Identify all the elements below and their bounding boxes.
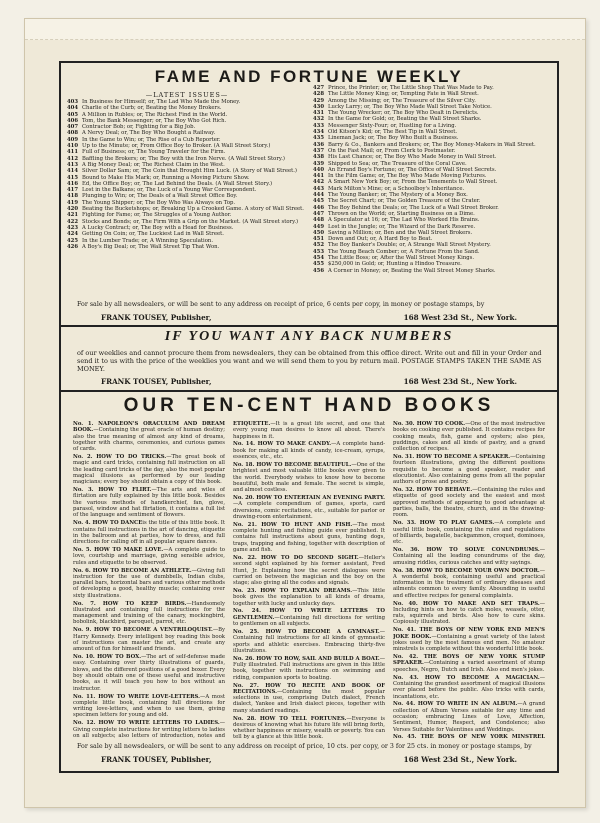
issue-number: 445 xyxy=(313,198,325,205)
issue-number: 447 xyxy=(313,210,325,217)
hand-book-description: —A most complete little book, containing full directions for writing love-letters, and when to use them, giving specimen letters for young and old. xyxy=(73,693,225,719)
hand-book-description: —Containing a varied assortment of stump speeches, Negro, Dutch and Irish. Also end men's jokes. xyxy=(393,660,545,673)
issue-title: A Boy's Big Deal; or, The Wall Street Tip That Won. xyxy=(82,243,220,250)
issue-number: 417 xyxy=(67,187,79,194)
hand-book-description: —Containing a great variety of the latest jokes used by the most famous end men. No amateur minstrels is complete without this wonderful little book. xyxy=(393,633,545,653)
hand-book-heading: No. 31. HOW TO BECOME A SPEAKER. xyxy=(393,454,511,461)
issue-number: 434 xyxy=(313,129,325,136)
hand-book-heading: No. 45. THE BOYS OF NEW YORK MINSTREL xyxy=(393,734,545,739)
issue-title: $250,000 in Gold; or, Hunting a Hindoo Treasure. xyxy=(328,261,462,268)
hand-book-heading: No. 12. HOW TO WRITE LETTERS TO LADIES. xyxy=(73,720,220,727)
issue-title: Tom, the Bank Messenger; or, The Boy Who Got Rich. xyxy=(82,117,227,124)
hand-book-heading: No. 4. HOW TO DANCE xyxy=(73,520,143,527)
books-address: 168 West 23d St., New York. xyxy=(403,755,517,764)
hand-book-entry xyxy=(233,441,385,460)
hand-book-entry xyxy=(233,421,385,440)
issue-number: 405 xyxy=(67,111,79,118)
hand-book-description: —A grand collection of Album Verses suitable for any time and occasion; embracing Lines of Love, Affection, Sentiment, Humor, Respect, and Condolence; also Verses Suitable for Valentines and Weddings. xyxy=(393,701,545,733)
issues-list-right xyxy=(313,85,553,299)
back-numbers-title: IF YOU WANT ANY BACK NUMBERS xyxy=(164,329,454,344)
hand-book-heading: No. 27. HOW TO RECITE AND BOOK OF RECITATIONS. xyxy=(233,682,385,695)
hand-book-heading: No. 5. HOW TO MAKE LOVE. xyxy=(73,547,164,554)
issues-list-left xyxy=(67,99,307,299)
issue-title: In the Lumber Trade; or, A Winning Speculation. xyxy=(82,237,214,244)
issue-title: A Corner in Money; or, Beating the Wall Street Money Sharks. xyxy=(328,267,496,274)
hand-book-description: —Fully illustrated. Full instructions are given in this little book, together with instructions on swimming and riding, companion sports to boating. xyxy=(233,655,385,681)
hand-book-heading: No. 30. HOW TO COOK. xyxy=(393,421,466,427)
issue-title: A Smart New York Boy; or, From the Tenements to Wall Street. xyxy=(328,179,498,186)
issue-number: 426 xyxy=(67,243,79,250)
hand-book-entry xyxy=(393,601,545,626)
issue-title: The Boy Banker's Double; or, A Strange Wall Street Mystery. xyxy=(328,242,491,249)
hand-book-description: —The most complete hunting and fishing guide ever published. It contains full instructions about guns, hunting dogs, traps, trapping and fishing, together with description of game and fish. xyxy=(233,521,385,554)
issue-title: On the Fast Mail; or, From Clerk to Postmaster. xyxy=(328,147,456,154)
issue-number: 427 xyxy=(313,85,325,91)
hand-book-heading: No. 22. HOW TO DO SECOND SIGHT. xyxy=(233,554,359,561)
issue-number: 433 xyxy=(313,122,325,129)
issue-number: 423 xyxy=(67,224,79,231)
issue-number: 429 xyxy=(313,97,325,104)
hand-book-heading: No. 7. HOW TO KEEP BIRDS. xyxy=(73,600,187,607)
hand-book-heading: ETIQUETTE. xyxy=(233,421,271,427)
hand-book-description: —Containing the great oracle of human destiny; also the true meaning of almost any kind of dreams, together with charms, ceremonies, and curious games of cards. xyxy=(73,427,225,453)
hand-book-heading: No. 21. HOW TO HUNT AND FISH. xyxy=(233,521,353,528)
issue-title: The Little Money King; or, Tempting Fate in Wall Street. xyxy=(328,91,479,98)
issue-number: 428 xyxy=(313,91,325,98)
issue-number: 443 xyxy=(313,185,325,192)
hand-book-description: —One of the most instructive books on cooking ever published. It contains recipes for cooking meats, fish, game and oysters; also pies, puddings, cakes and all kinds of pastry, and a grand collection of recipes. xyxy=(393,421,545,453)
hand-book-entry xyxy=(233,656,385,681)
issue-title: Beating the Bucketshops; or, Breaking Up a Crooked Game. A story of Wall Street. xyxy=(82,206,304,213)
hand-book-heading: No. 24. HOW TO WRITE LETTERS TO GENTLEMEN. xyxy=(233,608,385,621)
issue-number: 412 xyxy=(67,155,79,162)
hand-book-entry xyxy=(73,627,225,652)
hand-book-entry xyxy=(393,675,545,700)
page-top-margin xyxy=(25,19,585,40)
issue-number: 419 xyxy=(67,199,79,206)
books-publisher: FRANK TOUSEY, Publisher, xyxy=(101,755,212,764)
issue-title: Barry & Co., Bankers and Brokers; or, The Boy Money-Makers in Wall Street. xyxy=(328,141,536,148)
hand-book-entry xyxy=(393,520,545,545)
hand-book-entry xyxy=(233,683,385,714)
hand-book-entry xyxy=(73,520,225,545)
issue-number: 420 xyxy=(67,206,79,213)
issue-title: The Young Banker; or, The Mystery of a Money Box. xyxy=(328,192,468,199)
back-numbers-address: 168 West 23d St., New York. xyxy=(403,377,517,386)
issue-item xyxy=(67,244,307,250)
hand-book-heading: No. 1. NAPOLEON'S ORACULUM AND DREAM BOOK. xyxy=(73,421,225,434)
latest-issues-label: —LATEST ISSUES— xyxy=(145,91,229,99)
hand-book-description: —Handsomely illustrated and containing full instructions for the management and training of the canary, mockingbird, bobolink, blackbird, paroquet, parrot, etc. xyxy=(73,600,225,626)
hand-book-description: —The art of self-defense made easy. Containing over thirty illustrations of guards, blows, and the different positions of a good boxer. Every boy should obtain one of these useful and instructive books, as it will teach you how to box without an instructor. xyxy=(73,654,225,692)
hand-book-entry xyxy=(73,654,225,692)
hand-book-description: —A wonderful book, containing useful and practical information in the treatment of ordinary diseases and ailments common to every family. Abounding in useful and effective recipes for general complaints. xyxy=(393,567,545,599)
issue-number: 425 xyxy=(67,237,79,244)
hand-book-description: —Heller's second sight explained by his former assistant, Fred Hunt, Jr. Explaining how the secret dialogues were carried on between the magician and the boy on the stage; also giving all the codes and signals. xyxy=(233,554,385,587)
issue-title: In the Game to Win; or, The Rise of a Cub Reporter. xyxy=(82,136,221,143)
issue-number: 414 xyxy=(67,168,79,175)
issue-number: 432 xyxy=(313,116,325,123)
hand-book-entry xyxy=(393,487,545,518)
hand-book-description: —By Harry Kennedy. Every intelligent boy reading this book of instructions can master the art, and create any amount of fun for himself and friends. xyxy=(73,627,225,653)
hand-book-entry xyxy=(393,421,545,452)
hand-book-heading: No. 25. HOW TO BECOME A GYMNAST. xyxy=(233,628,380,635)
hand-book-heading: No. 20. HOW TO ENTERTAIN AN EVENING PARTY. xyxy=(233,495,385,502)
hand-book-heading: No. 33. HOW TO PLAY GAMES. xyxy=(393,520,495,527)
issue-title: Contractor Bob; or, Fighting for a Big Job. xyxy=(82,124,196,131)
issue-title: Lost in the Jungle; or, The Wizard of the Dark Reserve. xyxy=(328,223,476,230)
hand-book-entry xyxy=(73,720,225,739)
issue-number: 422 xyxy=(67,218,79,225)
hand-books-column-1 xyxy=(73,421,225,739)
hand-books-title: OUR TEN-CENT HAND BOOKS xyxy=(123,395,495,416)
issue-title: Lost in the Balkans; or, The Luck of a Young War Correspondent. xyxy=(82,187,257,194)
hand-book-description: —The arts and wiles of flirtation are fully explained by this little book. Besides the various methods of handkerchief, fan, glove, parasol, window and hat flirtation, it contains a full list of the language and sentiment of flowers. xyxy=(73,487,225,519)
issue-title: Old Kitson's Kid; or, The Best Tip in Wall Street. xyxy=(328,129,458,136)
hand-book-entry xyxy=(233,522,385,553)
issue-number: 452 xyxy=(313,242,325,249)
issue-title: Lineman Jack; or, The Boy Who Built a Business. xyxy=(328,135,459,142)
hand-book-description: —Containing the grandest assortment of magical illusions ever placed before the public. Also tricks with cards, incantations, etc. xyxy=(393,674,545,700)
issue-number: 415 xyxy=(67,174,79,181)
hand-book-heading: No. 43. HOW TO BECOME A MAGICIAN. xyxy=(393,674,540,681)
hand-book-heading: No. 42. THE BOYS OF NEW YORK STUMP SPEAKER. xyxy=(393,654,545,667)
issue-number: 440 xyxy=(313,166,325,173)
hand-book-description: —Containing full instructions for all kinds of gymnastic sports and athletic exercises. Embracing thirty-five illustrations. xyxy=(233,628,385,654)
hand-book-entry xyxy=(393,627,545,652)
hand-book-entry xyxy=(233,608,385,627)
issue-title: Mark Milton's Mine; or, a Schoolboy's Inheritance. xyxy=(328,185,465,192)
fame-and-fortune-title: FAME AND FORTUNE WEEKLY xyxy=(154,67,464,86)
issue-item xyxy=(313,268,553,274)
hand-book-description: —One of the brightest and most valuable little books ever given to the world. Everybody wishes to know how to become beautiful, both male and female. The secret is simple, and almost costless. xyxy=(233,461,385,494)
issue-title: His Last Chance; or, The Boy Who Made Money in Wall Street. xyxy=(328,154,497,161)
issue-number: 453 xyxy=(313,248,325,255)
issue-number: 403 xyxy=(67,99,79,105)
hand-book-description: —The great book of magic and card tricks, containing full instruction on all the leading card tricks of the day, also the most popular magical illusions as performed by our leading magicians; every boy should obtain a copy of this book. xyxy=(73,454,225,486)
issue-number: 410 xyxy=(67,143,79,150)
issue-title: The Young Beach Comber; or, A Fortune From the Sand. xyxy=(328,248,480,255)
hand-book-entry xyxy=(73,487,225,518)
issue-number: 455 xyxy=(313,261,325,268)
issue-number: 439 xyxy=(313,160,325,167)
issue-title: Shipped to Sea; or, The Treasure of the Coral Cave. xyxy=(328,160,467,167)
issue-number: 448 xyxy=(313,217,325,224)
hand-book-description: —Containing the rules and etiquette of good society and the easiest and most approved methods of appearing to good advantage at parties, balls, the theatre, church, and in the drawing-room. xyxy=(393,487,545,519)
hand-book-description: —This little book gives the explanation to all kinds of dreams, together with lucky and unlucky days. xyxy=(233,587,385,607)
hand-book-description: is the title of this little book. It contains full instructions in the art of dancing, etiquette in the ballroom and at parties, how to dress, and full directions for calling off in all popular square dances. xyxy=(73,520,225,546)
hand-book-entry xyxy=(233,495,385,520)
hand-book-description: —Containing the most popular selections in use, comprising Dutch dialect, French dialect, Yankee and Irish dialect pieces, together with many standard readings. xyxy=(233,688,385,714)
hand-book-description: —Everyone is desirous of knowing what his future life will bring forth, whether happiness or misery, wealth or poverty. You can tell by a glance at this little book. xyxy=(233,715,385,739)
hand-book-heading: No. 3. HOW TO FLIRT. xyxy=(73,487,152,494)
issue-title: Baffling the Brokers; or, The Boy with the Iron Nerve. (A Wall Street Story.) xyxy=(82,155,285,162)
issue-number: 406 xyxy=(67,117,79,124)
issue-title: A Speculator at 16; or, The Lad Who Worked His Brains. xyxy=(328,217,480,224)
issue-number: 437 xyxy=(313,147,325,154)
issue-title: A Million in Rubles; or, The Richest Find in the World. xyxy=(82,111,228,118)
issue-number: 454 xyxy=(313,255,325,262)
hand-book-entry xyxy=(233,588,385,607)
hand-book-entry xyxy=(393,734,545,739)
hand-book-description: —Containing fourteen illustrations, giving the different positions requisite to become a good speaker, reader and elocutionist. Also containing gems from all the popular authors of prose and poetry. xyxy=(393,454,545,486)
issue-title: Saving a Million; or, Ben and the Wall Street Brokers. xyxy=(328,229,473,236)
hand-book-heading: No. 28. HOW TO TELL FORTUNES. xyxy=(233,715,347,722)
issue-number: 404 xyxy=(67,105,79,112)
issue-number: 438 xyxy=(313,154,325,161)
hand-book-heading: No. 41. THE BOYS OF NEW YORK END MEN'S JOKE BOOK. xyxy=(393,627,545,640)
issue-title: Bound to Make His Mark; or, Running a Moving Picture Show. xyxy=(82,174,250,181)
hand-books-column-3 xyxy=(393,421,545,739)
hand-book-entry xyxy=(393,654,545,673)
issue-number: 416 xyxy=(67,180,79,187)
back-numbers-publisher: FRANK TOUSEY, Publisher, xyxy=(101,377,212,386)
issue-number: 446 xyxy=(313,204,325,211)
hand-book-entry xyxy=(233,462,385,493)
hand-book-heading: No. 14. HOW TO MAKE CANDY. xyxy=(233,441,332,448)
issue-number: 418 xyxy=(67,193,79,200)
issue-title: A Big Money Deal; or, The Richest Claim in the West. xyxy=(82,161,225,168)
issue-number: 436 xyxy=(313,141,325,148)
hand-book-description: —A complete compendium of games, sports, card diversions, comic recitations, etc., suitable for parlor or drawing-room entertainment. xyxy=(233,501,385,520)
hand-book-heading: No. 40. HOW TO MAKE AND SET TRAPS. xyxy=(393,600,540,607)
advertisement-frame xyxy=(59,61,559,773)
issue-number: 449 xyxy=(313,223,325,230)
hand-book-description: —A complete hand-book for making all kinds of candy, ice-cream, syrups, essences, etc., etc. xyxy=(233,441,385,461)
issue-title: Messenger Sixty-Four; or, Hustling for a Living. xyxy=(328,122,457,129)
hand-book-entry xyxy=(233,629,385,654)
issue-title: Down and Out; or, A Hard Boy to Beat. xyxy=(328,236,433,243)
hand-book-heading: No. 38. HOW TO BECOME YOUR OWN DOCTOR. xyxy=(393,567,540,574)
hand-book-entry xyxy=(73,601,225,626)
issue-number: 421 xyxy=(67,212,79,219)
issue-number: 451 xyxy=(313,236,325,243)
issue-title: An Errand Boy's Fortune; or, The Office of Wall Street Secrets. xyxy=(328,166,497,173)
hand-book-entry xyxy=(393,568,545,599)
issue-title: The Young Wrecker; or, The Boy Who Dealt in Derelicts. xyxy=(328,110,479,117)
hand-book-heading: No. 26. HOW TO ROW, SAIL AND BUILD A BOAT. xyxy=(233,655,380,662)
hand-book-description: —Containing all the leading conundrums of the day, amusing riddles, curious catches and witty sayings. xyxy=(393,547,545,566)
section-divider-1 xyxy=(61,325,557,327)
hand-book-entry xyxy=(393,454,545,485)
issue-title: Stocks and Bonds; or, The Firm With a Grip on the Market. (A Wall Street story.) xyxy=(82,218,299,225)
hand-book-entry xyxy=(73,454,225,485)
magazine-back-page xyxy=(24,18,586,808)
hand-book-description: —Including hints on how to catch moles, weasels, otter, rats, squirrels and birds. Also how to cure skins. Copiously illustrated. xyxy=(393,600,545,626)
hand-book-entry xyxy=(73,421,225,452)
issue-number: 409 xyxy=(67,136,79,143)
fame-sale-note: For sale by all newsdealers, or will be sent to any address on receipt of price, 6 cents per copy, in money or postage stamps, by xyxy=(77,301,485,308)
books-sale-note: For sale by all newsdealers, or will be sent to any address on receipt of price, 10 cts. per copy, or 3 for 25 cts. in money or postage stamps, by xyxy=(77,743,532,750)
hand-book-heading: No. 2. HOW TO DO TRICKS. xyxy=(73,454,167,461)
issue-number: 424 xyxy=(67,231,79,238)
hand-book-heading: No. 10. HOW TO BOX. xyxy=(73,654,142,661)
issue-title: In Business for Himself; or, The Lad Who Made the Money. xyxy=(82,99,241,105)
issue-title: Getting On Coin; or, The Luckiest Lad in Wall Street. xyxy=(82,231,224,238)
hand-book-entry xyxy=(393,547,545,566)
issue-number: 444 xyxy=(313,192,325,199)
hand-book-description: —Giving full instruction for the use of dumbbells, Indian clubs, parallel bars, horizontal bars and various other methods of developing a good, healthy muscle; containing over sixty illustrations. xyxy=(73,567,225,599)
issue-number: 413 xyxy=(67,161,79,168)
issue-number: 431 xyxy=(313,110,325,117)
hand-book-heading: No. 44. HOW TO WRITE IN AN ALBUM. xyxy=(393,701,518,708)
issue-title: A Lucky Contract; or, The Boy with a Head for Business. xyxy=(82,224,234,231)
issue-title: Ed, the Office Boy; or, The Lad Behind the Deals. (A Wall Street Story.) xyxy=(82,180,273,187)
issue-number: 408 xyxy=(67,130,79,137)
hand-book-description: —A complete and useful little book, containing the rules and regulations of billiards, bagatelle, backgammon, croquet, dominoes, etc. xyxy=(393,520,545,546)
hand-book-entry xyxy=(233,716,385,739)
hand-book-heading: No. 32. HOW TO BEHAVE. xyxy=(393,487,473,494)
issue-title: Plunging to Win; or, The Deals of a Wall Street Office Boy. xyxy=(82,193,238,200)
back-numbers-text: of our weeklies and cannot procure them from newsdealers, they can be obtained from this office direct. Write out and fill in your Order and send it to us with the price of the weeklies you want and we will send them to you by return mail. POSTAGE STAMPS TAKEN THE SAME AS MONEY. xyxy=(77,349,542,373)
issue-title: The Boy Behind the Deals; or, The Luck of a Wall Street Broker. xyxy=(328,204,499,211)
hand-book-entry xyxy=(73,547,225,566)
section-divider-2 xyxy=(61,390,557,392)
issue-title: Fighting for Fame; or, The Struggles of a Young Author. xyxy=(82,212,232,219)
hand-book-description: —A complete guide to love, courtship and marriage, giving sensible advice, rules and etiquette to be observed. xyxy=(73,547,225,566)
issue-number: 407 xyxy=(67,124,79,131)
issue-title: The Secret Chart; or, The Golden Treasure of the Crater. xyxy=(328,198,481,205)
hand-book-entry xyxy=(233,555,385,586)
issue-number: 435 xyxy=(313,135,325,142)
issue-number: 450 xyxy=(313,229,325,236)
hand-book-description: —Giving complete instructions for writing letters to ladies on all subjects; also letters of introduction, notes and xyxy=(73,720,225,739)
hand-books-column-2 xyxy=(233,421,385,739)
issue-title: Prince, the Printer; or, The Little Shop That Was Made to Pay. xyxy=(328,85,494,91)
hand-book-heading: No. 23. HOW TO EXPLAIN DREAMS. xyxy=(233,587,353,594)
hand-book-description: —It is a great life secret, and one that every young man desires to know all about. There's happiness in it. xyxy=(233,421,385,440)
issue-title: Full of Business; or, The Young Traveler for the Firm. xyxy=(82,149,226,156)
issue-title: Up to the Minute; or, From Office Boy to Broker. (A Wall Street Story.) xyxy=(82,143,271,150)
issue-number: 442 xyxy=(313,179,325,186)
issue-title: The Young Shipper; or, The Boy Who Was Always on Top. xyxy=(82,199,236,206)
hand-book-heading: No. 11. HOW TO WRITE LOVE-LETTERS. xyxy=(73,693,201,700)
issue-title: Lucky Larry; or, The Boy Who Made Wall Street Take Notice. xyxy=(328,103,492,110)
issue-number: 411 xyxy=(67,149,79,156)
issue-title: Thrown on the World; or, Starting Business on a Dime. xyxy=(328,210,475,217)
hand-book-entry xyxy=(393,701,545,732)
hand-book-entry xyxy=(73,694,225,719)
issue-number: 456 xyxy=(313,267,325,274)
fame-address: 168 West 23d St., New York. xyxy=(403,313,517,322)
issue-number: 441 xyxy=(313,173,325,180)
hand-book-heading: No. 18. HOW TO BECOME BEAUTIFUL. xyxy=(233,461,352,468)
issue-title: A Nervy Deal; or, The Boy Who Bought a Railway. xyxy=(82,130,216,137)
issue-title: Among the Missing; or, The Treasure of the Silver City. xyxy=(328,97,476,104)
issue-title: Charlie of the Curb; or, Beating the Money Brokers. xyxy=(82,105,222,112)
hand-book-entry xyxy=(73,568,225,599)
issue-title: Silver Dollar Sam; or, The Coin that Brought Him Luck. (A Story of Wall Street.) xyxy=(82,168,297,175)
issue-number: 430 xyxy=(313,103,325,110)
hand-book-heading: No. 6. HOW TO BECOME AN ATHLETE. xyxy=(73,567,192,574)
hand-book-heading: No. 9. HOW TO BECOME A VENTRILOQUIST. xyxy=(73,627,213,634)
issue-title: In the Game for Gold; or, Beating the Wall Street Sharks. xyxy=(328,116,482,123)
hand-book-description: —Containing full directions for writing to gentlemen on all subjects. xyxy=(233,614,385,628)
issue-title: The Little Boss; or, After the Wall Street Money Kings. xyxy=(328,255,475,262)
hand-book-heading: No. 36. HOW TO SOLVE CONUNDRUMS. xyxy=(393,547,540,554)
fame-publisher: FRANK TOUSEY, Publisher, xyxy=(101,313,212,322)
issue-title: In the Film Game; or, The Boy Who Made Moving Pictures. xyxy=(328,173,487,180)
